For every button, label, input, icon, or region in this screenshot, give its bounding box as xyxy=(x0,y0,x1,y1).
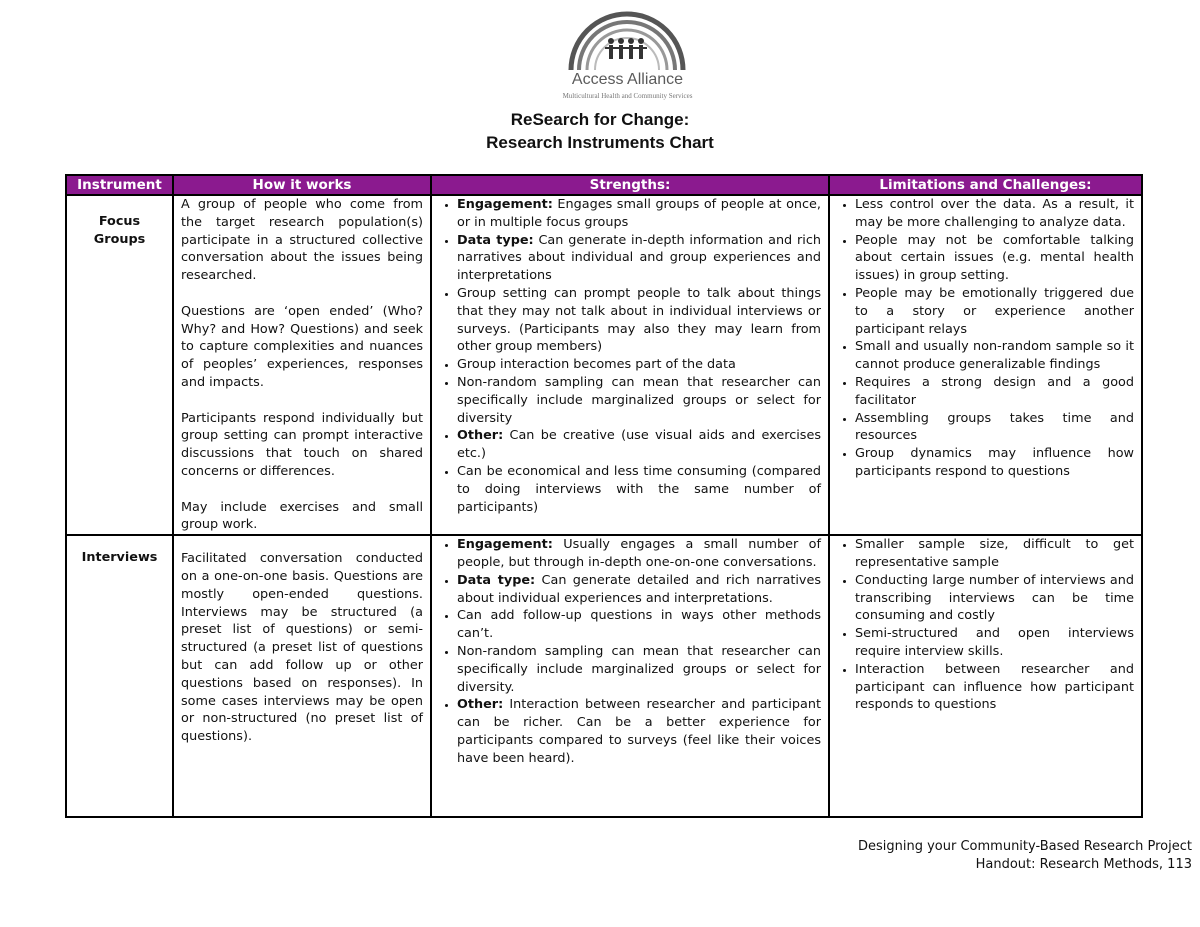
item-label: Other: xyxy=(457,697,504,713)
list-item: • Small and usually non-random sample so it cannot produce generalizable findings xyxy=(855,338,1134,374)
limitations-list xyxy=(837,196,1134,481)
list-item: • Semi-structured and open interviews require interview skills. xyxy=(855,625,1134,661)
how-paragraph: May include exercises and small group work. xyxy=(181,499,423,533)
list-item xyxy=(457,232,821,285)
how-it-works-cell xyxy=(173,535,431,817)
page-title-line2: Research Instruments Chart xyxy=(486,133,714,152)
how-paragraph: A group of people who come from the target research population(s) participate in a structured collective conversation about the issues being researched. xyxy=(181,197,423,284)
list-item: • Less control over the data. As a result, it may be more challenging to analyze data. xyxy=(855,196,1134,232)
item-text: Can generate detailed and rich narratives about individual experiences and interpretations. xyxy=(457,572,822,606)
how-paragraph: Participants respond individually but group setting can prompt interactive discussions that touch on shared concerns or differences. xyxy=(181,410,423,479)
limitations-cell xyxy=(829,535,1142,817)
item-text: Non-random sampling can mean that researcher can specifically include marginalized groups or select for diversity. xyxy=(457,643,821,695)
strengths-cell xyxy=(431,535,829,817)
list-item: • Interaction between researcher and participant can influence how participant responds to questions xyxy=(855,661,1134,714)
list-item xyxy=(457,463,821,516)
item-label: Data type: xyxy=(457,572,536,588)
item-label: Data type: xyxy=(457,232,534,248)
instrument-cell xyxy=(66,195,173,535)
page-title-line1: ReSearch for Change: xyxy=(510,110,690,129)
list-item xyxy=(457,643,821,696)
item-text: Can add follow-up questions in ways other methods can’t. xyxy=(457,608,821,642)
item-text: Can be creative (use visual aids and exercises etc.) xyxy=(457,428,821,462)
strengths-list xyxy=(439,536,821,767)
list-item xyxy=(457,427,821,463)
logo-name: Access Alliance xyxy=(571,71,684,88)
how-it-works-cell xyxy=(173,195,431,535)
header-strengths: Strengths: xyxy=(431,175,829,195)
table-row-focus-groups xyxy=(66,195,1142,535)
list-item xyxy=(457,696,821,767)
header-instrument: Instrument xyxy=(66,175,173,195)
logo-tagline: Multicultural Health and Community Services xyxy=(562,92,693,100)
instrument-name-line2: Groups xyxy=(93,231,146,247)
header-how-it-works: How it works xyxy=(173,175,431,195)
instrument-name-line1: Focus xyxy=(98,214,141,229)
logo-arches-icon xyxy=(565,8,690,72)
item-text: Can be economical and less time consuming (compared to doing interviews with the same number of participants) xyxy=(457,463,821,515)
list-item xyxy=(457,572,821,608)
list-item xyxy=(457,536,821,572)
table-row-interviews xyxy=(66,535,1142,817)
limitations-list xyxy=(837,536,1134,714)
item-text: Engages small groups of people at once, or in multiple focus groups xyxy=(457,197,821,230)
instrument-cell xyxy=(66,535,173,817)
list-item: • Conducting large number of interviews and transcribing interviews can be time consuming and costly xyxy=(855,572,1134,625)
instrument-name: Interviews xyxy=(81,550,158,566)
header-limitations: Limitations and Challenges: xyxy=(829,175,1142,195)
footer-line2: Handout: Research Methods, 113 xyxy=(975,857,1192,872)
strengths-list xyxy=(439,196,821,516)
item-label: Engagement: xyxy=(457,537,553,553)
table-header-row xyxy=(66,175,1142,195)
list-item: • People may be emotionally triggered due to a story or experience another participant relays xyxy=(855,285,1134,338)
list-item: • People may not be comfortable talking about certain issues (e.g. mental health issues) in group setting. xyxy=(855,232,1134,285)
list-item: • Requires a strong design and a good facilitator xyxy=(855,374,1134,410)
list-item: • Group dynamics may influence how participants respond to questions xyxy=(855,445,1134,481)
list-item xyxy=(457,196,821,232)
limitations-cell xyxy=(829,195,1142,535)
list-item: • Assembling groups takes time and resources xyxy=(855,410,1134,446)
item-text: Group setting can prompt people to talk about things that they may not talk about in individual interviews or surveys. (Participants may also they may learn from other group members) xyxy=(457,285,821,355)
item-text: Group interaction becomes part of the data xyxy=(457,357,736,373)
item-text: Non-random sampling can mean that researcher can specifically include marginalized groups or select for diversity xyxy=(457,374,821,426)
item-label: Engagement: xyxy=(457,197,553,212)
list-item xyxy=(457,356,821,374)
item-text: Interaction between researcher and participant can be richer. Can be a better experience for participants compared to surveys (feel like their voices have been heard). xyxy=(457,697,821,766)
page-footer xyxy=(858,838,1192,874)
how-paragraph: Facilitated conversation conducted on a one-on-one basis. Questions are mostly open-ended questions. Interviews may be structured (a preset list of questions) or semi-structured (a preset list of questions but can add follow up or other questions based on responses). In some cases interviews may be open or non-structured (no preset list of questions). xyxy=(181,551,423,745)
research-instruments-table xyxy=(65,174,1143,818)
footer-line1: Designing your Community-Based Research Project xyxy=(857,839,1192,854)
list-item xyxy=(457,374,821,427)
access-alliance-logo xyxy=(555,8,725,98)
strengths-cell xyxy=(431,195,829,535)
item-label: Other: xyxy=(457,428,504,444)
item-text: Usually engages a small number of people, but through in-depth one-on-one conversations. xyxy=(457,537,821,570)
list-item xyxy=(457,607,821,643)
list-item: • Smaller sample size, difficult to get representative sample xyxy=(855,536,1134,572)
item-text: Can generate in-depth information and rich narratives about individual and group experiences and interpretations xyxy=(457,232,821,284)
how-paragraph: Questions are ‘open ended’ (Who? Why? and How? Questions) and seek to capture complexities and nuances of peoples’ experiences, responses and impacts. xyxy=(181,303,423,390)
list-item xyxy=(457,285,821,356)
